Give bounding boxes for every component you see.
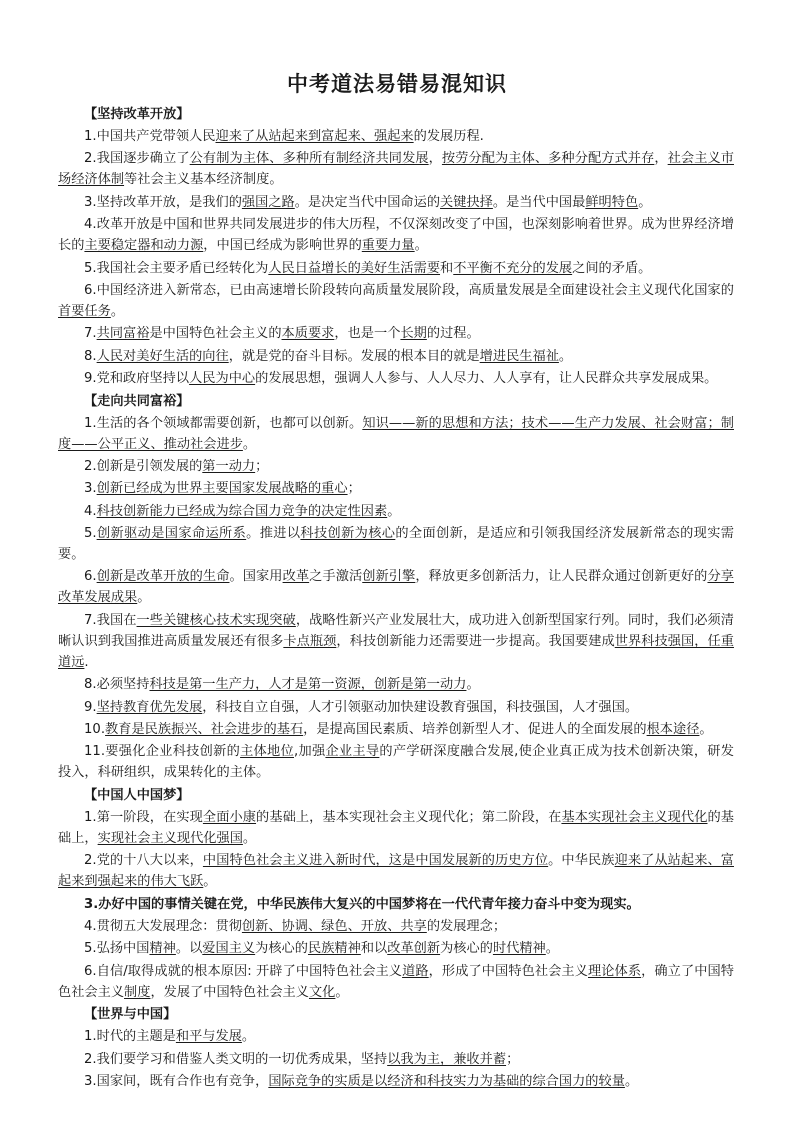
list-item (58, 894, 734, 915)
list-item (58, 413, 734, 455)
text-run: 。 (545, 941, 559, 957)
text-run: 9.党和政府坚持以 (84, 371, 190, 387)
underlined-text: 改革 (282, 569, 310, 585)
underlined-text: 根本途径 (646, 722, 700, 738)
text-run: 4. (84, 503, 97, 519)
underlined-text: 迎来了从站起来、富起来到强起来的伟大飞跃 (58, 853, 734, 890)
text-run: ，释放更多创新活力，让人民群众通过创新更好的 (415, 569, 708, 585)
list-item (58, 126, 734, 147)
list-item (58, 719, 734, 740)
text-run: 9. (84, 699, 97, 715)
section-heading: 【世界与中国】 (84, 1007, 177, 1023)
underlined-text: 人民日益增长的美好生活需要 (268, 260, 441, 276)
text-run: 7. (84, 326, 97, 342)
text-run: 6. (84, 569, 97, 585)
text-run: 和 (440, 260, 454, 276)
text-run: 5.弘扬中国 (84, 941, 150, 957)
underlined-text: 分享改革发展成果 (58, 569, 734, 606)
text-run: 1.第一阶段，在实现 (84, 809, 203, 825)
list-item (58, 1049, 734, 1070)
text-run: 5.我国社会主要矛盾已经转化为 (84, 260, 269, 276)
text-run: ，形成了中国特色社会主义 (428, 963, 588, 979)
text-run: 之间的矛盾。 (572, 260, 652, 276)
text-run: ； (347, 481, 361, 497)
text-run: 6.中国经济进入新常态，已由高速增长阶段转向高质量发展阶段，高质量发展是全面建设社会主义现代化国家的 (84, 282, 734, 298)
text-run: ，是提高国民素质、培养创新型人才、促进人的全面发展的 (303, 722, 647, 738)
text-run: 。 (242, 436, 257, 452)
text-run: ，发展了中国特色社会主义 (150, 984, 309, 1000)
text-run: 5. (84, 526, 97, 542)
text-run: 6.自信/取得成就的根本原因: 开辟了中国特色社会主义 (84, 963, 403, 979)
underlined-text: 创新驱动是国家命运所系 (96, 526, 247, 542)
text-run: ，科技创新能力还需要进一步提高。我国要建成 (336, 633, 615, 649)
list-item (58, 280, 734, 322)
page-title: 中考道法易错易混知识 (287, 72, 507, 96)
underlined-text: 一些关键核心技术实现突破 (136, 612, 296, 628)
list-item (58, 258, 734, 279)
text-run: ,加强 (294, 744, 326, 760)
text-run: 为核心的 (255, 941, 308, 957)
text-run: 1.生活的各个领域都需要创新，也都可以创新。 (84, 415, 363, 431)
list-item (58, 610, 734, 673)
underlined-text: 按劳分配为主体、多种分配方式并存 (441, 151, 655, 167)
list-item (58, 148, 734, 190)
text-run: 。 (335, 984, 349, 1000)
text-run: ， (428, 151, 442, 167)
list-item (58, 741, 734, 783)
text-run: 。中华民族 (548, 853, 615, 869)
text-run: 。 (110, 303, 125, 319)
text-run: 和以 (360, 941, 388, 957)
underlined-text: 以我为主，兼收并蓄 (387, 1051, 507, 1067)
text-run: 4.改革开放是中国和世界共同发展进步的伟大历程，不仅深刻改变了中国，也深刻影响着世界。成为世界经济增长的 (58, 217, 734, 254)
underlined-text: 科技创新为核心 (300, 526, 396, 542)
underlined-text: 科技是第一生产力，人才是第一资源，创新是第一动力 (149, 677, 467, 693)
text-run: 。 (241, 1029, 256, 1045)
text-run: ， (654, 151, 668, 167)
underlined-text: 社会主义市场经济体制 (58, 151, 734, 188)
section-heading: 【中国人中国梦】 (84, 787, 190, 803)
underlined-text: 公有制为主体、多种所有制经济共同发展 (189, 151, 429, 167)
underlined-text: 知识——新的思想和方法；技术——生产力发展、社会财富；制度——公平正义、推动社会进步 (58, 415, 734, 452)
list-item (58, 674, 734, 695)
text-run: 。 (414, 238, 428, 254)
underlined-text: 第一动力 (202, 458, 256, 474)
text-run: . (84, 654, 89, 670)
underlined-text: 科技创新能力已经成为综合国力竞争的决定性因素 (96, 503, 388, 519)
underlined-text: 文化 (308, 984, 336, 1000)
text-run: ； (506, 1051, 520, 1067)
text-run: 2.我国逐步确立了 (84, 151, 190, 167)
text-run: 。 (242, 830, 257, 846)
underlined-text: 理论体系 (588, 963, 642, 979)
underlined-text: 创新、协调、绿色、开放、共享 (241, 918, 427, 934)
underlined-text: 共同富裕 (96, 326, 150, 342)
list-item (58, 807, 734, 849)
text-run: 的过程。 (426, 326, 480, 342)
underlined-text: 中国特色社会主义进入新时代，这是中国发展新的历史方位 (202, 853, 549, 869)
section-heading: 【走向共同富裕】 (84, 393, 190, 409)
underlined-text: 重要力量 (361, 238, 415, 254)
text-run: 7.我国在 (84, 612, 137, 628)
text-run: 2.党的十八大以来， (84, 853, 203, 869)
section-heading: 【坚持改革开放】 (84, 107, 190, 122)
text-run: 1.中国共产党带领人民 (84, 129, 216, 144)
text-run: ，战略性新兴产业发展壮大，成功进入创新型国家行列。同时，我们必须清晰认识到我国推进高质量发展还有很多 (58, 612, 734, 649)
text-run: 1.时代的主题是 (84, 1029, 176, 1045)
list-item (58, 1071, 734, 1092)
text-run: 的发展思想，强调人人参与、人人尽力、人人享有，让人民群众共享发展成果。 (255, 371, 718, 387)
text-run: 2.创新是引领发展的 (84, 458, 203, 474)
text-run: 8. (84, 348, 97, 364)
underlined-text: 全面小康 (202, 809, 257, 825)
text-run: 。 (558, 348, 573, 364)
text-run: 。 (203, 874, 217, 890)
list-item (58, 456, 734, 477)
underlined-text: 关键抉择 (440, 194, 493, 210)
text-run: 的产学研深度融合发展,使企业真正成为技术创新决策，研发投入，科研组织，成果转化的主体。 (58, 744, 734, 781)
underlined-text: 人民对美好生活的向往 (96, 348, 229, 364)
text-run: 。 (638, 194, 652, 210)
underlined-text: 创新是改革开放的生命 (96, 569, 230, 585)
underlined-text: 精神 (149, 941, 176, 957)
underlined-text: 基本实现社会主义现代化 (561, 809, 708, 825)
text-run: 。 (624, 1073, 639, 1089)
text-run: 2.我们要学习和借鉴人类文明的一切优秀成果，坚持 (84, 1051, 388, 1067)
text-run: 8.必须坚持 (84, 677, 150, 693)
underlined-text: 主要稳定器和动力源 (84, 238, 204, 254)
underlined-text: 坚持教育优先发展 (96, 699, 203, 715)
underlined-text: 长期 (400, 326, 427, 342)
underlined-text: 卡点瓶颈 (283, 633, 337, 649)
underlined-text: 和平与发展 (175, 1029, 242, 1045)
underlined-text: 本质要求 (281, 326, 335, 342)
text-run: ，也是一个 (334, 326, 401, 342)
list-item (58, 368, 734, 389)
list-item (58, 478, 734, 499)
list-item (58, 566, 734, 608)
list-item (58, 501, 734, 522)
text-run: 的基础上，基本实现社会主义现代化；第二阶段，在 (256, 809, 562, 825)
text-run: 。国家用 (229, 569, 283, 585)
text-run: 。 (699, 722, 713, 738)
underlined-text: 民族精神 (307, 941, 361, 957)
text-run: 。是当代中国最 (492, 194, 586, 210)
text-run: 。 (137, 590, 151, 606)
document-body (58, 104, 734, 1093)
text-run: 。推进以 (246, 526, 301, 542)
text-run: 是中国特色社会主义的 (149, 326, 282, 342)
text-run: 3.国家间，既有合作也有竞争， (84, 1073, 269, 1089)
underlined-text: 企业主导 (325, 744, 380, 760)
list-item (58, 961, 734, 1003)
text-run: 的全面创新，是适应和引领我国经济发展新常态的现实需要。 (58, 526, 735, 563)
list-item (58, 938, 734, 959)
text-run: 3. (84, 481, 97, 497)
underlined-text: 首要任务 (58, 303, 111, 319)
text-run: 之手激活 (309, 569, 363, 585)
list-item (58, 850, 734, 892)
text-run: 11.要强化企业科技创新的 (84, 744, 241, 760)
list-item (58, 523, 734, 565)
underlined-text: 迎来了从站起来到富起来、强起来 (215, 129, 414, 144)
underlined-text: 世界科技强国，任重道远 (58, 633, 734, 670)
list-item (58, 346, 734, 367)
text-run: ，科技自立自强，人才引领驱动加快建设教育强国，科技强国，人才强国。 (202, 699, 639, 715)
text-run: ，确立了中国特色社会主义 (58, 963, 734, 1000)
underlined-text: 道路 (402, 963, 429, 979)
text-run: ，就是党的奋斗目标。发展的根本目的就是 (228, 348, 480, 364)
underlined-text: 主体地位 (240, 744, 294, 760)
underlined-text: 创新引擎 (362, 569, 416, 585)
text-run: 的发展理念； (426, 918, 507, 934)
text-run: ； (255, 458, 269, 474)
text-run: 。以 (175, 941, 203, 957)
text-run: 的发展历程. (413, 129, 484, 144)
list-item (58, 214, 734, 256)
underlined-text: 增进民生福祉 (479, 348, 559, 364)
text-run: 4.贯彻五大发展理念：贯彻 (84, 918, 242, 934)
underlined-text: 鲜明特色 (585, 194, 639, 210)
underlined-text: 强国之路 (241, 194, 295, 210)
text-run: 3.坚持改革开放，是我们的 (84, 194, 242, 210)
underlined-text: 时代精神 (492, 941, 546, 957)
text-run: 的基础上， (58, 809, 734, 846)
underlined-text: 人民为中心 (189, 371, 256, 387)
underlined-text: 制度 (124, 984, 151, 1000)
underlined-text: 改革创新 (387, 941, 441, 957)
underlined-text: 创新已经成为世界主要国家发展战略的重心 (96, 481, 348, 497)
text-run: 为核心的 (440, 941, 493, 957)
text-run: 等社会主义基本经济制度。 (124, 172, 283, 188)
list-item (58, 192, 734, 213)
list-item (58, 1026, 734, 1047)
text-run: ，中国已经成为影响世界的 (203, 238, 362, 254)
list-item (58, 323, 734, 344)
list-item (58, 916, 734, 937)
underlined-text: 教育是民族振兴、社会进步的基石 (105, 722, 304, 738)
underlined-text: 国际竞争的实质是以经济和科技实力为基础的综合国力的较量 (268, 1073, 625, 1089)
text-run: 。是决定当代中国命运的 (294, 194, 441, 210)
underlined-text: 爱国主义 (202, 941, 256, 957)
text-run: 。 (387, 503, 401, 519)
underlined-text: 不平衡不充分的发展 (453, 260, 573, 276)
text-run: 3.办好中国的事情关键在党，中华民族伟大复兴的中国梦将在一代代青年接力奋斗中变为现实。 (84, 896, 640, 912)
text-run: 10. (84, 722, 106, 738)
text-run: 。 (466, 677, 480, 693)
list-item (58, 697, 734, 718)
underlined-text: 实现社会主义现代化强国 (97, 830, 243, 846)
